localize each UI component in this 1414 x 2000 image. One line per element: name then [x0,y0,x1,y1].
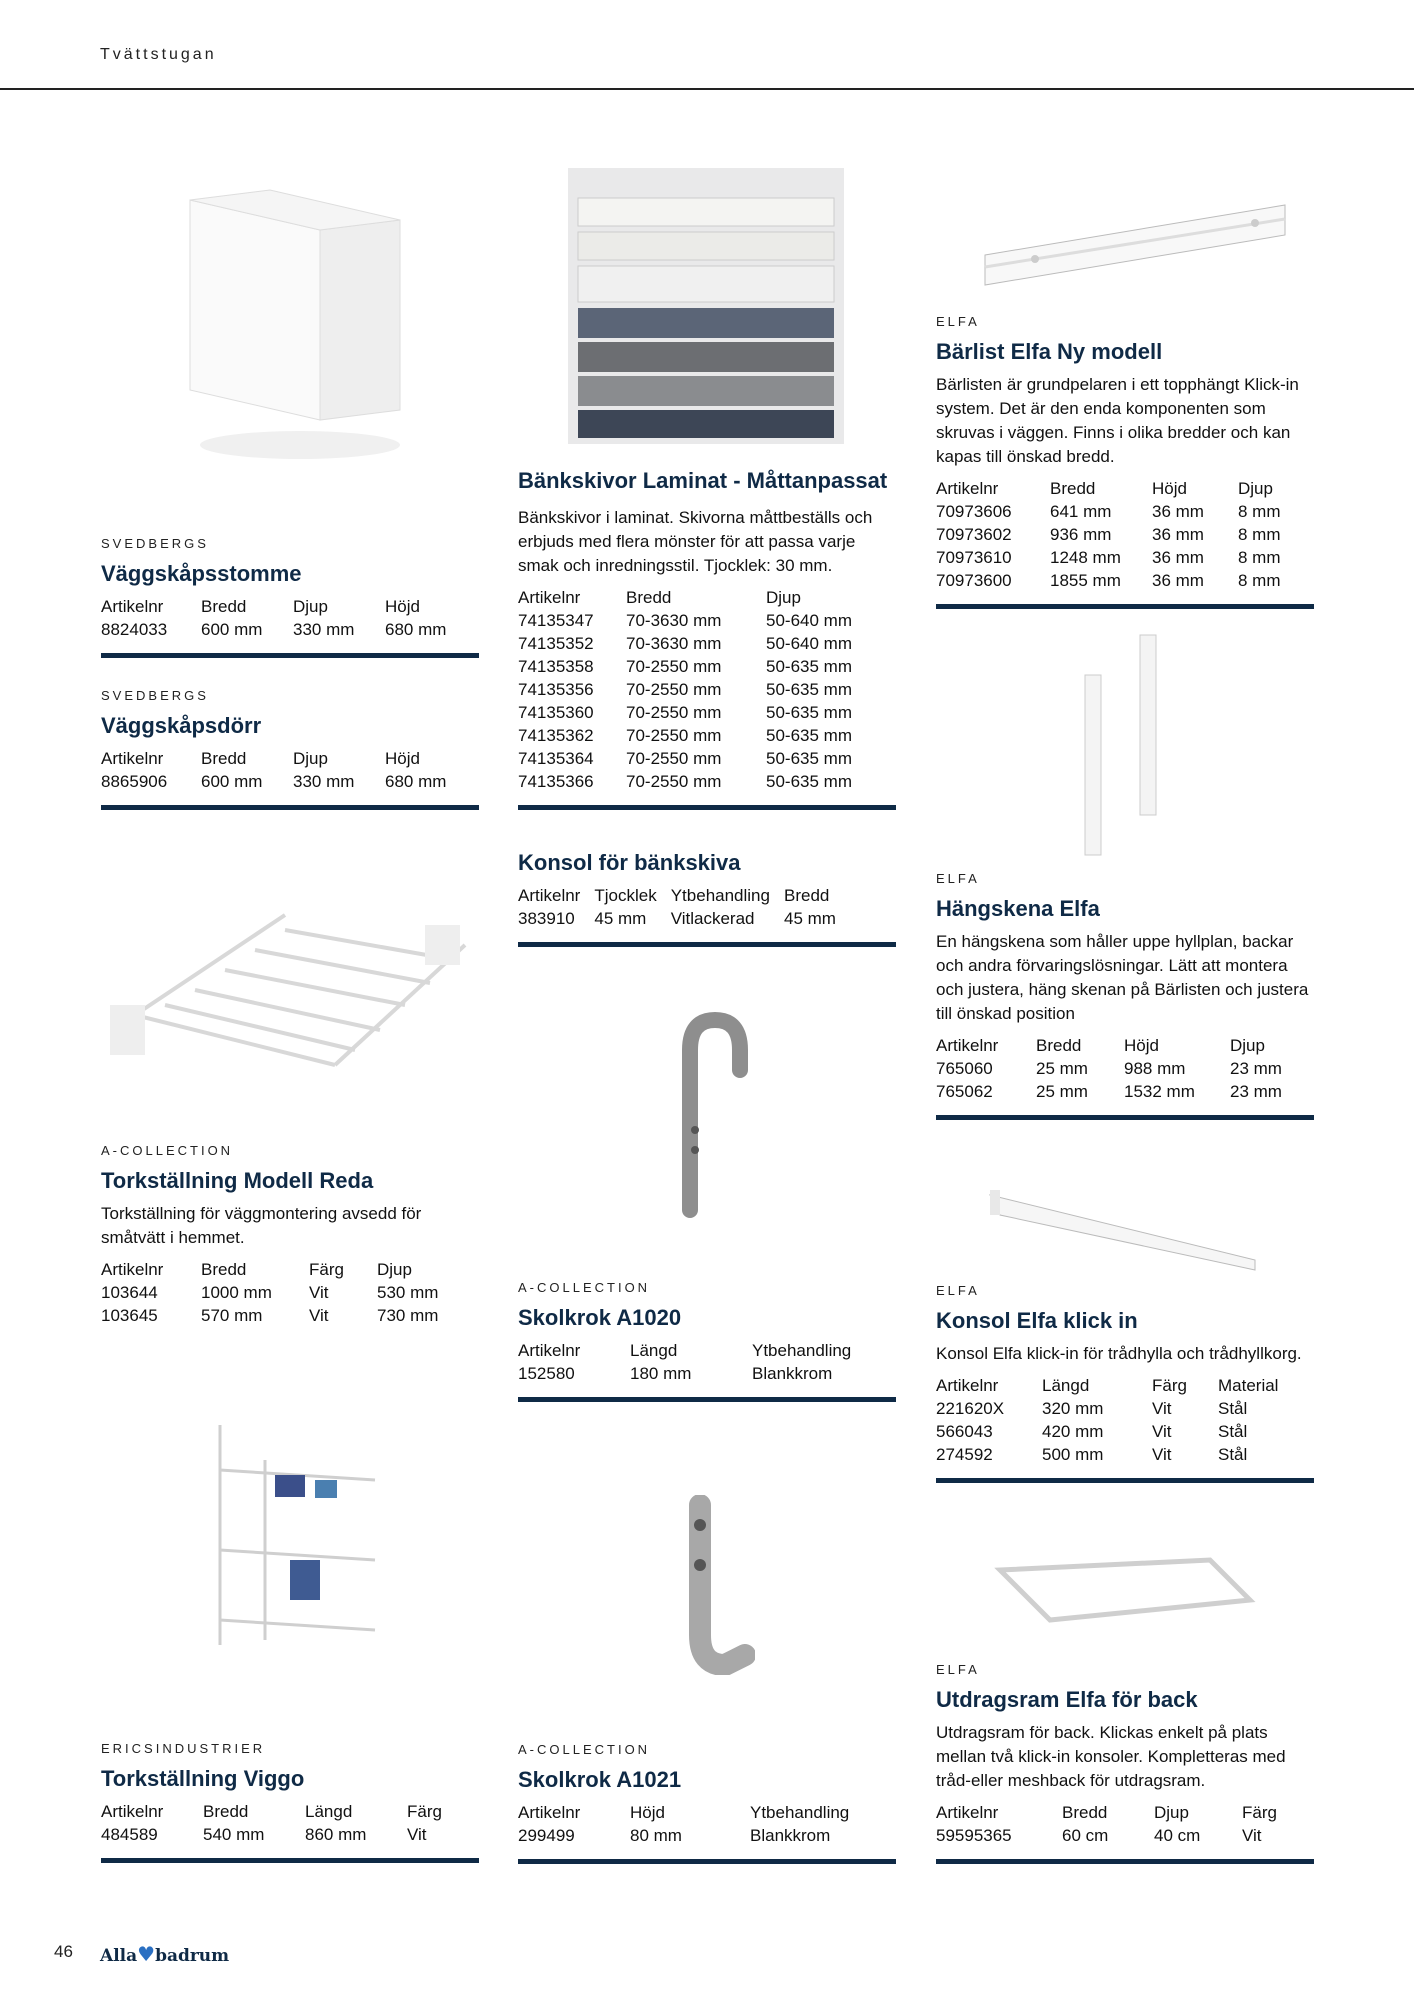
product-description: En hängskena som håller uppe hyllplan, backar och andra förvaringslösningar. Lätt att montera och justera, häng skenan på Bärlisten och justera till önskad position [936,932,1309,1023]
product-description: Torkställning för väggmontering avsedd för småtvätt i hemmet. [101,1204,422,1247]
product-description: Konsol Elfa klick-in för trådhylla och trådhyllkorg. [936,1344,1302,1363]
product-torkstallning-reda [101,1143,479,1327]
product-brand: ELFA [936,1283,980,1298]
product-konsol-bankskiva [518,850,896,947]
brand-logo [100,1942,229,1966]
product-title: Bärlist Elfa Ny modell [936,339,1163,364]
header-rule [0,88,1414,90]
section-divider [101,805,479,810]
product-description: Bärlisten är grundpelaren i ett topphängt Klick-in system. Det är den enda komponenten som skruvas i väggen. Finns i olika bredder och kan kapas till önskad bredd. [936,375,1299,466]
worktop-samples-image [568,168,844,444]
product-brand: A-COLLECTION [101,1143,234,1158]
product-description: Bänkskivor i laminat. Skivorna måttbeställs och erbjuds med flera mönster för att passa varje smak och inredningsstil. Tjocklek: 30 mm. [518,508,873,575]
spec-table: Artikelnr Bredd Djup Höjd 8865906 600 mm 330 mm 680 mm [101,749,447,791]
logo-text-right: badrum [155,1946,230,1966]
product-konsol-elfa [936,1283,1314,1483]
product-utdragsram-elfa [936,1662,1314,1864]
pull-out-frame-image [990,1550,1260,1640]
product-brand: A-COLLECTION [518,1742,651,1757]
section-divider [518,805,896,810]
product-title: Väggskåpsdörr [101,713,262,738]
section-divider [936,1859,1314,1864]
section-divider [936,604,1314,609]
product-brand: ELFA [936,314,980,329]
drying-rack-reda-image [105,905,475,1075]
product-title: Skolkrok A1020 [518,1305,682,1330]
wall-cabinet-image [150,180,410,480]
product-title: Konsol Elfa klick in [936,1308,1138,1333]
hanging-rail-image [1075,630,1175,860]
section-divider [518,942,896,947]
product-title: Väggskåpsstomme [101,561,302,586]
bracket-image [985,1185,1265,1275]
section-divider [101,1858,479,1863]
heart-icon: ♥ [137,1942,156,1966]
product-title: Hängskena Elfa [936,896,1100,921]
spec-table: Artikelnr Bredd Höjd Djup 765060 25 mm 988 mm 23 mm 765062 25 mm 1532 mm 23 mm [936,1036,1282,1101]
product-hangskena-elfa [936,871,1314,1120]
section-divider [936,1115,1314,1120]
product-title: Torkställning Viggo [101,1766,305,1791]
product-bankskivor [518,468,896,810]
spec-table: Artikelnr Höjd Ytbehandling 299499 80 mm Blankkrom [518,1803,850,1845]
hook-a1020-image [670,1010,750,1230]
product-torkstallning-viggo [101,1741,479,1863]
product-title: Torkställning Modell Reda [101,1168,374,1193]
spec-table: Artikelnr Längd Ytbehandling 152580 180 mm Blankkrom [518,1341,852,1383]
rail-image [975,195,1295,295]
section-divider [518,1397,896,1402]
product-description: Utdragsram för back. Klickas enkelt på plats mellan två klick-in konsoler. Kompletteras med tråd-eller meshback för utdragsram. [936,1723,1286,1790]
spec-table: Artikelnr Bredd Längd Färg 484589 540 mm 860 mm Vit [101,1802,442,1844]
drying-rack-viggo-image [205,1420,385,1650]
product-brand: SVEDBERGS [101,688,209,703]
spec-table: Artikelnr Bredd Höjd Djup 70973606 641 mm 36 mm 8 mm 70973602 936 mm 36 mm 8 mm 70973610 1248 mm 36 mm 8 mm 70973600 1855 mm 36 mm 8 mm [936,479,1281,590]
section-divider [936,1478,1314,1483]
product-brand: SVEDBERGS [101,536,209,551]
product-vaggskapsstomme [101,536,479,658]
logo-text-left: Alla [100,1946,138,1966]
spec-table: Artikelnr Bredd Djup Höjd 8824033 600 mm 330 mm 680 mm [101,597,447,639]
page-number: 46 [54,1942,73,1961]
spec-table: Artikelnr Bredd Färg Djup 103644 1000 mm Vit 530 mm 103645 570 mm Vit 730 mm [101,1260,439,1325]
hook-a1021-image [665,1495,755,1675]
spec-table: Artikelnr Bredd Djup 74135347 70-3630 mm 50-640 mm 74135352 70-3630 mm 50-640 mm 74135358 70-2550 mm 50-635 mm 74135356 70-2550 mm 50-635 mm 74135360 70-2550 mm 50-635 mm 74135362 70-2550 mm 50-635 mm 74135364 70-2550 mm 50-635 mm 74135366 70-2550 mm 50-635 mm [518,588,852,791]
product-barlist-elfa [936,314,1314,609]
product-title: Skolkrok A1021 [518,1767,682,1792]
product-title: Utdragsram Elfa för back [936,1687,1198,1712]
section-header: Tvättstugan [100,46,217,63]
product-skolkrok-a1020 [518,1280,896,1402]
spec-table: Artikelnr Bredd Djup Färg 59595365 60 cm 40 cm Vit [936,1803,1277,1845]
product-title: Konsol för bänkskiva [518,850,741,875]
product-brand: ELFA [936,871,980,886]
product-brand: ERICSINDUSTRIER [101,1741,266,1756]
product-title: Bänkskivor Laminat - Måttanpassat [518,468,888,493]
spec-table: Artikelnr Tjocklek Ytbehandling Bredd 383910 45 mm Vitlackerad 45 mm [518,886,836,928]
spec-table: Artikelnr Längd Färg Material 221620X 320 mm Vit Stål 566043 420 mm Vit Stål 274592 500 mm Vit Stål [936,1376,1279,1464]
section-divider [101,653,479,658]
product-skolkrok-a1021 [518,1742,896,1864]
product-vaggskapsdorr [101,688,479,810]
product-brand: ELFA [936,1662,980,1677]
section-divider [518,1859,896,1864]
product-brand: A-COLLECTION [518,1280,651,1295]
